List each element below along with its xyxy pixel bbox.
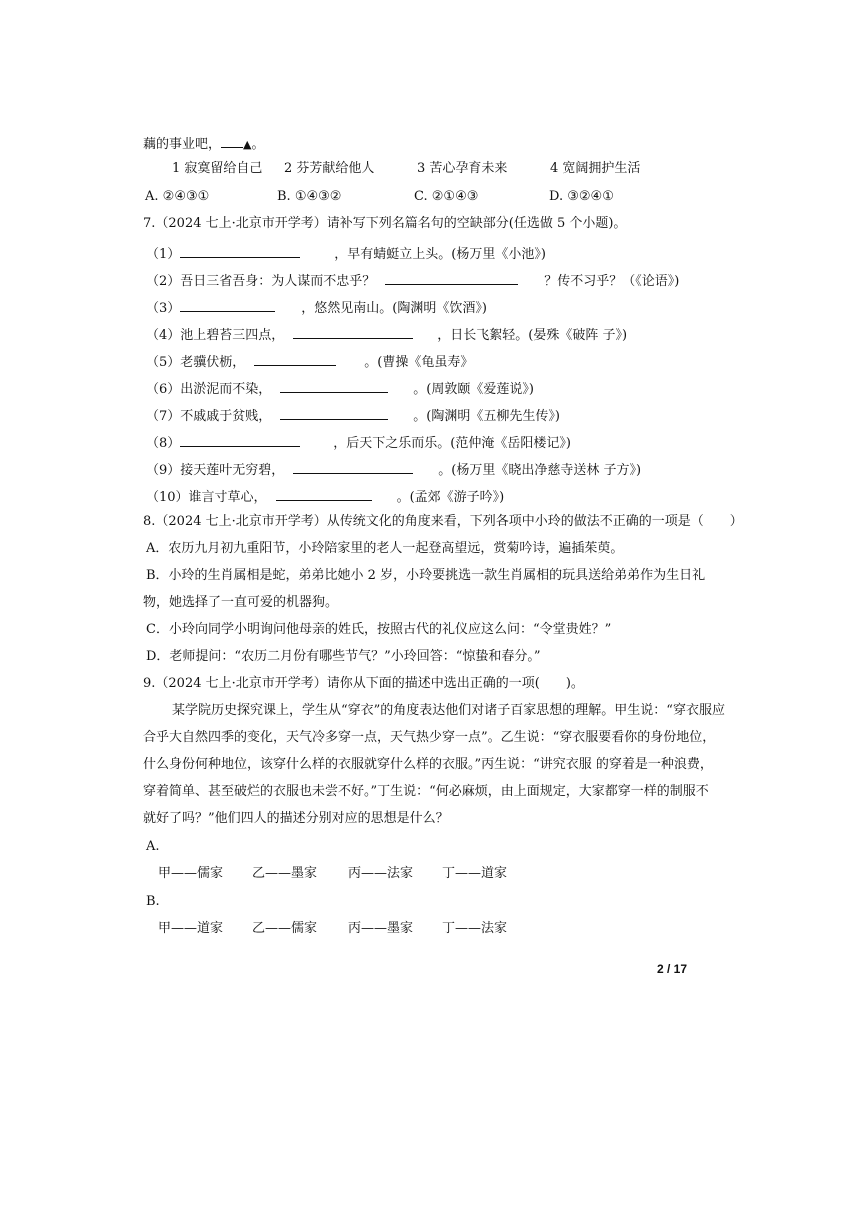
- item-before-text: 接天莲叶无穷碧，: [180, 463, 285, 478]
- q6-phrase-2: 2 芬芳献给他人: [284, 161, 375, 176]
- item-after-text: ，后天下之乐而乐。(范仲淹《岳阳楼记》): [333, 436, 571, 451]
- q8-option-b-line2: 物，她选择了一直可爱的机器狗。: [143, 595, 339, 610]
- q9-paragraph-line: 某学院历史探究课上，学生从“穿衣”的角度表达他们对诸子百家思想的理解。甲生说：“穿衣服应: [172, 703, 725, 718]
- item-number: （2）: [146, 274, 181, 289]
- option-d-label: D.: [549, 189, 564, 204]
- q7-item: [146, 459, 641, 480]
- q7-header: 7.（2024 七上·北京市开学考）请补写下列名篇名句的空缺部分(任选做 5 个小题)。: [143, 216, 627, 231]
- item-number: （3）: [146, 301, 181, 316]
- q7-item: [146, 432, 571, 453]
- option-a-value: ②④③①: [162, 189, 210, 204]
- item-after-text: 。(周敦颐《爱莲说》): [413, 382, 534, 397]
- q9-b-ding: 丁——法家: [442, 921, 508, 936]
- item-number: （10）: [146, 490, 189, 505]
- q6-phrase-4: 4 宽阔拥护生活: [550, 161, 641, 176]
- item-number: （5）: [146, 355, 181, 370]
- q9-header: 9.（2024 七上·北京市开学考）请你从下面的描述中选出正确的一项( )。: [143, 676, 584, 691]
- q8-header: 8.（2024 七上·北京市开学考）从传统文化的角度来看，下列各项中小玲的做法不正确的一项是（ ）: [143, 514, 743, 529]
- item-after-text: 。(陶渊明《五柳先生传》): [413, 409, 560, 424]
- answer-blank: [293, 324, 413, 339]
- q7-item: [146, 405, 560, 426]
- q7-item: [146, 243, 546, 264]
- q9-paragraph-line: 合乎大自然四季的变化，天气冷多穿一点，天气热少穿一点”。乙生说：“穿衣服要看你的身份地位，: [143, 730, 716, 745]
- item-number: （6）: [146, 382, 181, 397]
- item-before-text: 谁言寸草心，: [188, 490, 267, 505]
- answer-blank: [280, 378, 388, 393]
- option-b-label: B.: [277, 189, 291, 204]
- q9-a-jia: 甲——儒家: [158, 866, 224, 881]
- q8-option-c: C．小玲向同学小明询问他母亲的姓氏，按照古代的礼仪应这么问：“令堂贵姓？”: [146, 622, 612, 637]
- q6-phrase-3: 3 苦心孕育未来: [417, 161, 508, 176]
- q6-tail-line: [143, 133, 265, 154]
- q6-option-c: [414, 188, 549, 206]
- option-c-value: ②①④③: [431, 189, 479, 204]
- q8-option-d: D．老师提问：“农历二月份有哪些节气？”小玲回答：“惊蛰和春分。”: [146, 649, 541, 664]
- q6-tail-text: 藕的事业吧，: [143, 137, 222, 152]
- q6-tail-end: 。: [251, 137, 265, 152]
- q6-phrase-list: [172, 160, 640, 178]
- answer-blank: [180, 297, 275, 312]
- answer-blank: [276, 486, 372, 501]
- q9-option-b-row: [158, 920, 507, 938]
- item-before-text: 老骥伏枥，: [180, 355, 246, 370]
- q7-item: [146, 324, 627, 345]
- q9-option-a-label: A.: [146, 839, 160, 854]
- page-number: 2 / 17: [656, 962, 687, 976]
- item-after-text: 。(杨万里《晓出净慈寺送林 子方》): [438, 463, 642, 478]
- option-b-value: ①④③②: [294, 189, 342, 204]
- answer-blank: [180, 243, 300, 258]
- q7-item: [146, 270, 679, 291]
- q9-paragraph-line: 什么身份何种地位，该穿什么样的衣服就穿什么样的衣服。”丙生说：“讲究衣服 的穿着是一种浪费，: [143, 757, 713, 772]
- q7-item: [146, 351, 473, 372]
- item-after-text: ，日长飞絮轻。(晏殊《破阵 子》): [437, 328, 628, 343]
- q8-option-b-line1: B．小玲的生肖属相是蛇，弟弟比她小 2 岁，小玲要挑选一款生肖属相的玩具送给弟弟作为生日礼: [146, 568, 706, 583]
- item-after-text: 。(孟郊《游子吟》): [396, 490, 505, 505]
- q9-a-ding: 丁——道家: [442, 866, 508, 881]
- q6-options: [145, 188, 614, 206]
- option-d-value: ③②④①: [567, 189, 614, 204]
- item-before-text: 不戚戚于贫贱，: [180, 409, 272, 424]
- item-number: （8）: [146, 436, 181, 451]
- blank-marker-triangle: ▲: [243, 138, 252, 151]
- q9-option-a-row: [158, 865, 507, 883]
- option-a-label: A.: [145, 189, 159, 204]
- item-after-text: 。(曹操《龟虽寿》: [364, 355, 474, 370]
- q6-option-b: [277, 188, 414, 206]
- q7-item: [146, 378, 534, 399]
- q9-option-b-label: B.: [146, 894, 160, 909]
- item-before-text: 吾日三省吾身：为人谋而不忠乎？: [180, 274, 376, 289]
- q9-b-yi: 乙——儒家: [252, 921, 318, 936]
- q9-paragraph-line: 穿着简单、甚至破烂的衣服也未尝不好。”丁生说：“何必麻烦，由上面规定，大家都穿一样的制服不: [143, 784, 709, 799]
- item-after-text: ？传不习乎？（《论语》): [544, 274, 680, 289]
- item-after-text: ，悠然见南山。(陶渊明《饮酒》): [301, 301, 487, 316]
- q9-a-yi: 乙——墨家: [252, 866, 318, 881]
- q6-option-d: [549, 188, 614, 206]
- q6-answer-blank: [221, 133, 243, 148]
- q7-item: [146, 486, 504, 507]
- item-number: （4）: [146, 328, 181, 343]
- q8-option-a: A．农历九月初九重阳节，小玲陪家里的老人一起登高望远，赏菊吟诗，遍插茱萸。: [146, 541, 624, 556]
- answer-blank: [180, 432, 300, 447]
- answer-blank: [385, 270, 518, 285]
- item-after-text: ，早有蜻蜓立上头。(杨万里《小池》): [334, 247, 546, 262]
- item-number: （9）: [146, 463, 181, 478]
- answer-blank: [254, 351, 336, 366]
- item-number: （7）: [146, 409, 181, 424]
- q9-paragraph-line: 就好了吗？”他们四人的描述分别对应的思想是什么？: [143, 811, 449, 826]
- item-number: （1）: [146, 247, 181, 262]
- answer-blank: [280, 405, 388, 420]
- q9-a-bing: 丙——法家: [348, 866, 414, 881]
- item-before-text: 出淤泥而不染，: [180, 382, 272, 397]
- q6-phrase-1: 1 寂寞留给自己: [172, 161, 263, 176]
- option-c-label: C.: [414, 189, 428, 204]
- q6-option-a: [145, 188, 277, 206]
- answer-blank: [293, 459, 413, 474]
- q9-b-jia: 甲——道家: [158, 921, 224, 936]
- item-before-text: 池上碧苔三四点，: [180, 328, 285, 343]
- q7-item: [146, 297, 487, 318]
- q9-b-bing: 丙——墨家: [348, 921, 414, 936]
